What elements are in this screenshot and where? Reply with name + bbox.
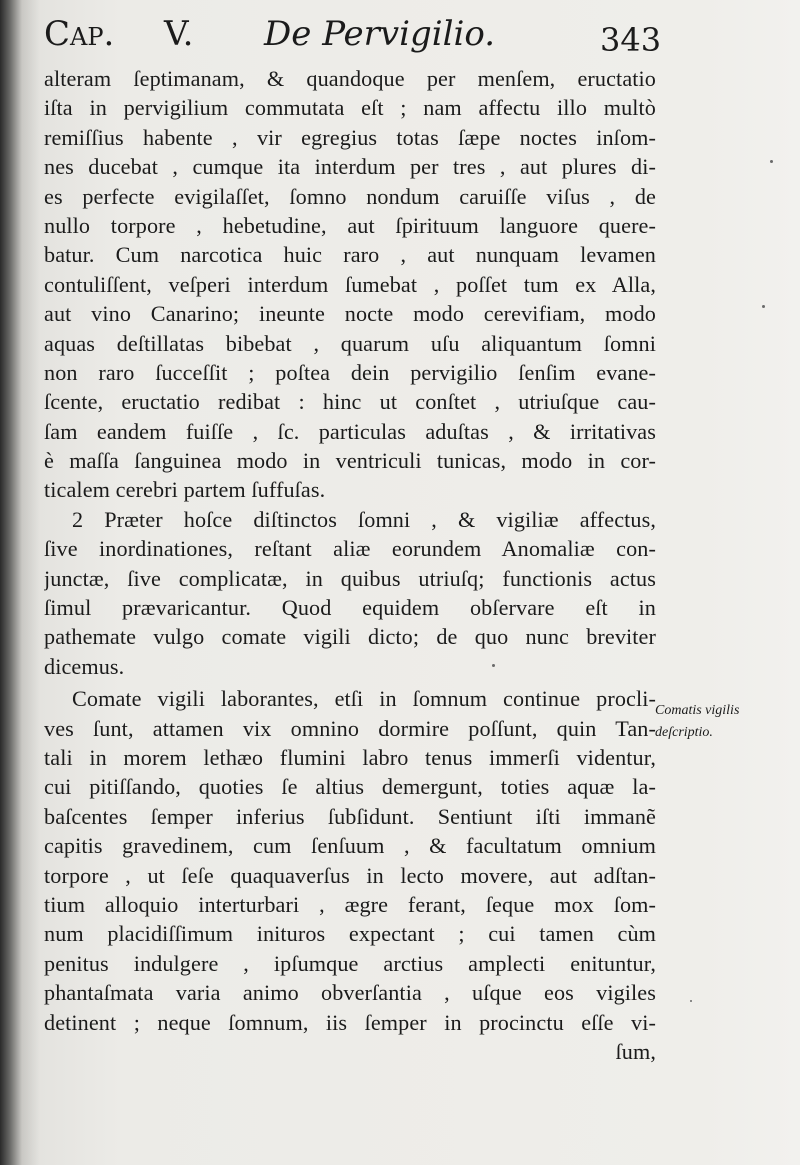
speck [492, 664, 495, 667]
text-line: baſcentes ſemper inferius ſubſidunt. Sentiunt iſti immanẽ [44, 803, 656, 829]
margin-note [655, 700, 795, 744]
page-number: 343 [600, 21, 662, 59]
text-line: es perfecte evigilaſſet, ſomno nondum caruiſſe viſus , de [44, 183, 656, 209]
paragraph-start-line: Comate vigili laborantes, etſi in ſomnum continue procli- [72, 686, 656, 712]
text-line: junctæ, ſive complicatæ, in quibus utriuſq; functionis actus [44, 565, 656, 591]
catchword: ſum, [615, 1038, 656, 1064]
chapter-number: V. [164, 14, 194, 54]
text-line: ſcente, eructatio redibat : hinc ut conſtet , utriuſque cau- [44, 389, 656, 415]
text-line: capitis gravedinem, cum ſenſuum , & facultatum omnium [44, 833, 656, 859]
text-line: dicemus. [44, 653, 125, 679]
running-title: De Pervigilio. [264, 14, 496, 54]
text-line: cui pitiſſando, quoties ſe altius demergunt, toties aquæ la- [44, 774, 656, 800]
text-line: penitus indulgere , ipſumque arctius amplecti enituntur, [44, 950, 656, 976]
text-line: aquas deſtillatas bibebat , quarum uſu aliquantum ſomni [44, 330, 656, 356]
text-line: alteram ſeptimanam, & quandoque per menſem, eructatio [44, 66, 656, 91]
text-line: aut vino Canarino; ineunte nocte modo cerevifiam, modo [44, 301, 656, 327]
speck [690, 1000, 692, 1002]
text-line: remiſſius habente , vir egregius totas ſæpe noctes inſom- [44, 124, 656, 150]
chapter-abbrev: Cap. [44, 14, 115, 54]
running-header [44, 6, 664, 62]
text-line: nullo torpore , hebetudine, aut ſpirituum languore quere- [44, 212, 656, 238]
margin-note-line: deſcriptio. [655, 725, 713, 740]
text-line: contuliſſent, veſperi interdum ſumebat , poſſet tum ex Alla, [44, 271, 656, 297]
text-line: num placidiſſimum inituros expectant ; cui tamen cùm [44, 921, 656, 947]
text-line: pathemate vulgo comate vigili dicto; de quo nunc breviter [44, 624, 656, 650]
text-line: batur. Cum narcotica huic raro , aut nunquam levamen [44, 242, 656, 268]
text-line: ticalem cerebri partem ſuffuſas. [44, 477, 326, 503]
text-line: tali in morem lethæo flumini labro tenus immerſi videntur, [44, 744, 656, 770]
body-text [44, 64, 656, 1066]
text-line: detinent ; neque ſomnum, iis ſemper in procinctu eſſe vi- [44, 1009, 656, 1035]
text-line: è maſſa ſanguinea modo in ventriculi tunicas, modo in cor- [44, 448, 656, 474]
margin-note-line: Comatis vigilis [655, 703, 740, 718]
text-line: ſimul prævaricantur. Quod equidem obſervare eſt in [44, 595, 656, 621]
speck [770, 160, 773, 163]
speck [762, 305, 765, 308]
text-line: torpore , ut ſeſe quaquaverſus in lecto movere, aut adſtan- [44, 862, 656, 888]
paragraph-start-line: 2 Præter hoſce diſtinctos ſomni , & vigiliæ affectus, [72, 506, 656, 532]
text-line: ſam eandem fuiſſe , ſc. particulas aduſtas , & irritativas [44, 418, 656, 444]
text-line: tium alloquio interturbari , ægre ferant, ſeque mox ſom- [44, 891, 656, 917]
text-line: non raro ſucceſſit ; poſtea dein pervigilio ſenſim evane- [44, 359, 656, 385]
text-line: ſive inordinationes, reſtant aliæ eorundem Anomaliæ con- [44, 536, 656, 562]
text-line: ves ſunt, attamen vix omnino dormire poſſunt, quin Tan- [44, 715, 656, 741]
text-line: nes ducebat , cumque ita interdum per tres , aut plures di- [44, 154, 656, 180]
text-line: iſta in pervigilium commutata eſt ; nam affectu illo multò [44, 95, 656, 121]
text-line: phantaſmata varia animo obverſantia , uſque eos vigiles [44, 980, 656, 1006]
